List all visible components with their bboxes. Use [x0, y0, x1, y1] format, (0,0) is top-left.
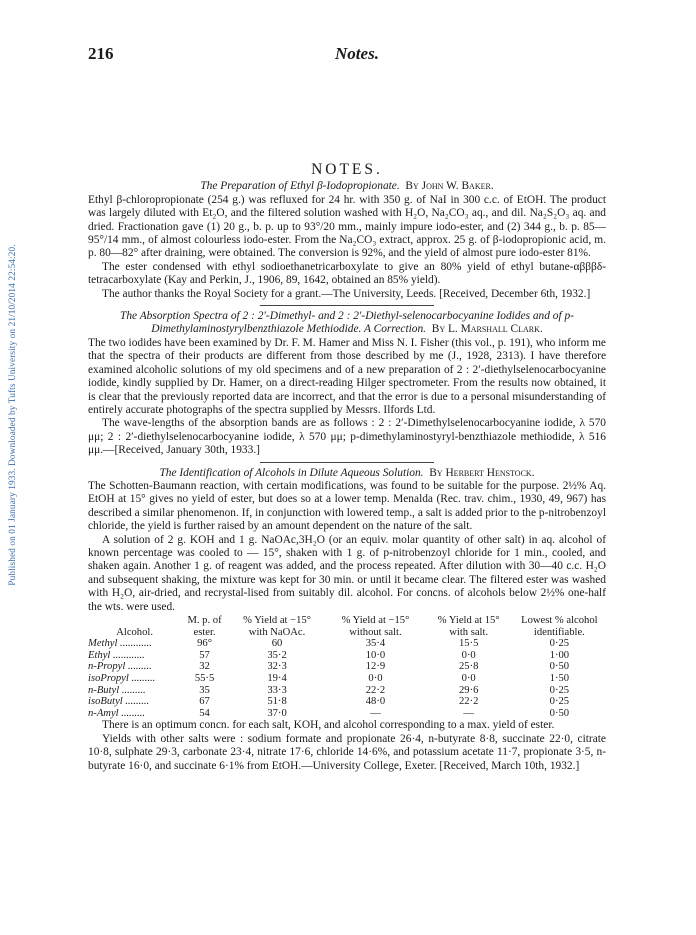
table-header-cell: with NaOAc.: [248, 626, 306, 638]
table-cell: 0·0: [461, 672, 476, 684]
table-cell: 0·50: [549, 661, 570, 673]
note2-paragraph-1: The two iodides have been examined by Dr. F. M. Hamer and Miss N. I. Fisher (this vol., p. 191), who inform me that the spectra of their products are different from those described by me (J., 1928, 2313). I have therefore examined alcoholic solutions of my old specimens and of a new preparation of 2 : 2′-diethylselenocarbocyanine iodide, kindly supplied by Dr. Hamer, on a direct-reading Hilger spectrometer. From the results now obtained, it is clear that the previously reported data are incorrect, and that the error is due to a personal misunderstanding of entirely accurate photographs of the spectra supplied by Messrs. Ilfords Ltd.: [88, 336, 606, 416]
table-cell: 1·00: [549, 649, 570, 661]
note-divider: [260, 462, 434, 463]
note2-author: L. Marshall Clark.: [447, 323, 543, 336]
table-cell: 19·4: [267, 672, 287, 684]
table-cell: 35: [199, 684, 210, 696]
table-header-row-2: [88, 627, 606, 639]
table-row: [88, 673, 606, 685]
table-row: [88, 685, 606, 697]
table-cell: isoButyl .........: [88, 696, 150, 708]
note3-heading: [88, 467, 606, 480]
note2-title: The Absorption Spectra of 2 : 2′-Dimethyl- and 2 : 2′-Diethyl-selenocarbocyanine Iodides and of p-Dimethylaminostyrylbenzthiazole Methiodide. A Correction.: [120, 310, 574, 336]
table-cell: —: [463, 707, 474, 719]
table-cell: isoPropyl .........: [88, 672, 156, 684]
note2-by: By: [431, 323, 446, 336]
note2-heading: [88, 310, 606, 337]
note3-paragraph-2: A solution of 2 g. KOH and 1 g. NaOAc,3H₂O (or an equiv. molar quantity of other salt) in aq. alcohol of known percentage was cooled to — 15°, shaken with 1 g. of p-nitrobenzoyl chloride for 1 min., cooled, and shaken again. Another 1 g. of reagent was added, and the process repeated. After dilution with 30—40 c.c. H₂O and subsequent shaking, the mixture was kept for 30 min. or until it became clear. The filtered ester was washed with H₂O, air-dried, and recrystal-lised from suitably dil. alcohol. For concns. of alcohols below 2½% one-half the wts. were used.: [88, 533, 606, 613]
section-title: NOTES.: [311, 161, 383, 178]
note2-paragraph-2: The wave-lengths of the absorption bands are as follows : 2 : 2′-Dimethylselenocarbocyanine iodide, λ 570 μμ; 2 : 2′-diethylselenocarbocyanine iodide, λ 570 μμ; p-dimethylaminostyryl-benzthiazole methiodide, λ 516 μμ.—[Received, January 30th, 1933.]: [88, 417, 606, 457]
download-watermark: [6, 170, 20, 660]
table-cell: 0·25: [549, 684, 570, 696]
table-cell: 37·0: [267, 707, 287, 719]
table-cell: 10·0: [365, 649, 386, 661]
table-cell: n-Butyl .........: [88, 684, 146, 696]
table-cell: 0·25: [549, 696, 570, 708]
download-watermark-text: Published on 01 January 1933. Downloaded by Tufts University on 21/10/2014 22:54:20.: [8, 244, 18, 586]
note3-paragraph-3: There is an optimum concn. for each salt, KOH, and alcohol corresponding to a max. yield of ester.: [102, 719, 555, 732]
table-cell: 1·50: [549, 672, 570, 684]
note3-title: The Identification of Alcohols in Dilute Aqueous Solution.: [159, 466, 424, 479]
note1-paragraph-1: Ethyl β-chloropropionate (254 g.) was refluxed for 24 hr. with 350 g. of NaI in 300 c.c. of EtOH. The product was largely diluted with Et₂O, and the filtered solution washed with H₂O, Na₂CO₃ aq., and dil. Na₂S₂O₃ aq. and dried. Fractionation gave (1) 20 g., b. p. up to 93°/20 mm., mainly impure iodo-ester, and (2) 344 g., b. p. 85—95°/14 mm., of almost colourless iodo-ester. From the Na₂CO₃ extract, approx. 25 g. of β-iodopropionic acid, m. p. 80—82° after draining, were obtained. The conversion is 92%, and the yield of almost pure iodo-ester 81%.: [88, 193, 606, 260]
table-header-row-1: [88, 615, 606, 627]
table-cell: 22·2: [458, 696, 479, 708]
table-row: [88, 650, 606, 662]
table-cell: 32: [199, 661, 210, 673]
table-cell: 57: [199, 649, 210, 661]
note3-paragraph-4: Yields with other salts were : sodium formate and propionate 26·4, n-butyrate 8·8, succinate 22·0, citrate 10·8, sulphate 29·3, carbonate 23·4, nitrate 17·6, chloride 14·6%, and potassium acetate 11·7, propionate 3·5, n-butyrate 16·0, and succinate 6·1% from EtOH.—University College, Exeter. [Received, March 10th, 1932.]: [88, 732, 606, 772]
table-row: [88, 638, 606, 650]
note1-paragraph-3: The author thanks the Royal Society for a grant.—The University, Leeds. [Received, December 6th, 1932.]: [102, 287, 591, 300]
table-header-cell: identifiable.: [533, 626, 585, 638]
table-cell: —: [370, 707, 381, 719]
table-cell: 15·5: [458, 638, 479, 650]
table-cell: 0·25: [549, 638, 570, 650]
table-cell: 22·2: [365, 684, 386, 696]
table-cell: 48·0: [365, 696, 386, 708]
running-title: Notes.: [335, 44, 379, 63]
table-cell: 0·0: [368, 672, 383, 684]
table-cell: 96°: [197, 638, 212, 650]
note1-heading: [88, 180, 606, 193]
table-header-cell: ester.: [193, 626, 216, 638]
table-cell: 32·3: [267, 661, 287, 673]
table-header-cell: M. p. of: [187, 615, 222, 626]
table-cell: 25·8: [458, 661, 479, 673]
table-cell: Methyl ............: [88, 638, 152, 650]
table-cell: 0·0: [461, 649, 476, 661]
table-cell: 67: [199, 696, 210, 708]
note1-author: John W. Baker.: [421, 180, 494, 193]
table-cell: 60: [271, 638, 283, 650]
table-header-cell: % Yield at −15°: [243, 615, 311, 626]
table-cell: 51·8: [267, 696, 287, 708]
table-cell: 55·5: [194, 672, 215, 684]
page-body: [88, 163, 606, 773]
table-header-cell: [88, 615, 181, 627]
table-header-cell: % Yield at 15°: [437, 615, 500, 626]
table-cell: 33·3: [267, 684, 287, 696]
table-header-cell: without salt.: [349, 626, 402, 638]
page-number: 216: [88, 44, 114, 63]
yield-table: [88, 615, 606, 719]
table-row: [88, 661, 606, 673]
table-cell: 0·50: [549, 707, 570, 719]
note3-by: By: [429, 466, 443, 479]
table-header-cell: Lowest % alcohol: [521, 615, 598, 626]
note3-paragraph-1: The Schotten-Baumann reaction, with certain modifications, was found to be suitable for the purpose. 2½% Aq. EtOH at 15° gives no yield of ester, but does so at a lower temp. Menalda (Rec. trav. chim., 1930, 49, 967) has described a similar phenomenon. If, in conjunction with lowered temp., a salt is added prior to the p-nitrobenzoyl chloride, the yield is further raised by an amount dependent on the nature of the salt.: [88, 479, 606, 533]
note-divider: [260, 305, 434, 306]
table-cell: n-Amyl .........: [88, 707, 146, 719]
table-header-cell: % Yield at −15°: [341, 615, 410, 626]
table-cell: 35·2: [267, 649, 287, 661]
table-cell: 54: [199, 707, 210, 719]
table-cell: n-Propyl .........: [88, 661, 152, 673]
table-header-cell: with salt.: [449, 626, 489, 638]
table-header-cell: Alcohol.: [116, 626, 153, 638]
table-row: [88, 708, 606, 720]
table-row: [88, 696, 606, 708]
table-cell: 35·4: [365, 638, 386, 650]
note1-paragraph-2: The ester condensed with ethyl sodioethanetricarboxylate to give an 80% yield of ethyl butane-αβββδ-tetracarboxylate (Kay and Perkin, J., 1906, 89, 1642, obtained an 85% yield).: [88, 260, 606, 287]
note1-by: By: [405, 180, 419, 193]
note1-title: The Preparation of Ethyl β-Iodopropionate.: [200, 180, 400, 193]
table-cell: 12·9: [365, 661, 386, 673]
table-cell: Ethyl ............: [88, 649, 145, 661]
note3-author: Herbert Henstock.: [445, 466, 535, 479]
page-header: [88, 44, 626, 66]
table-cell: 29·6: [458, 684, 479, 696]
